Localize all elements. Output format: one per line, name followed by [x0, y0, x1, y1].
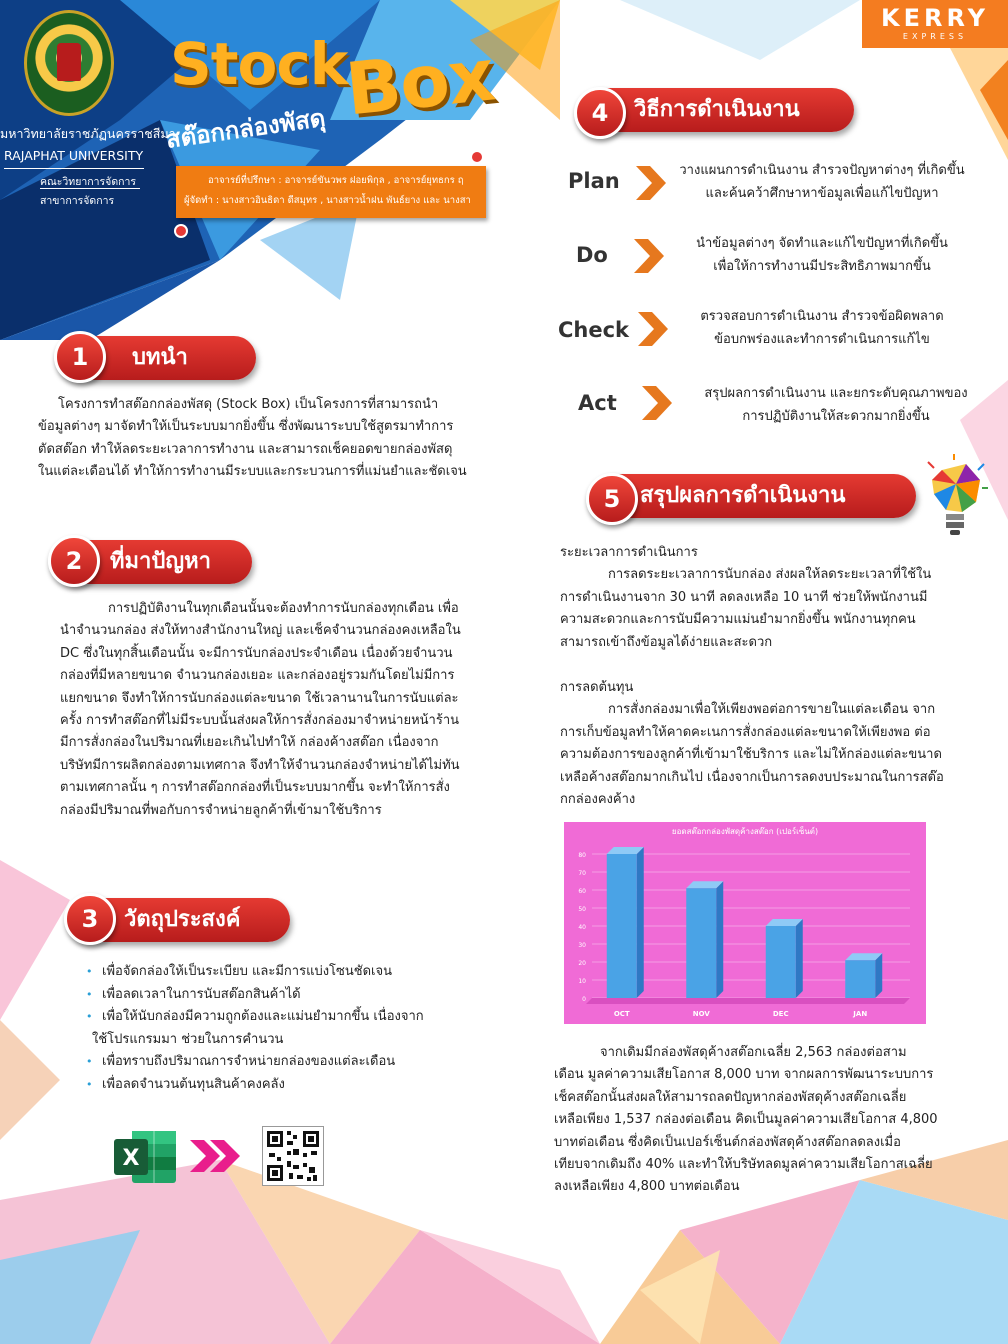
text-line: สรุปผลการดำเนินงาน และยกระดับคุณภาพของ — [704, 386, 968, 401]
text-line: มีการสั่งกล่องในปริมาณที่เยอะเกินไปทำให้ กล่องค้างสต๊อก เนื่องจาก — [60, 735, 439, 751]
chart-svg — [564, 822, 926, 1024]
text-line: บริษัทมีการผลิตกล่องตามเทศกาล จึงทำให้จำนวนกล่องจำหน่ายได้ไม่ทัน — [60, 757, 460, 773]
bar — [607, 854, 637, 998]
program-name: สาขาการจัดการ — [40, 195, 115, 207]
kerry-logo-sub: EXPRESS — [902, 32, 968, 41]
y-tick-label: 20 — [578, 960, 586, 967]
results-summary-block — [554, 1042, 944, 1199]
list-item: • เพื่อลดเวลาในการนับสต๊อกสินค้าได้ — [86, 984, 446, 1007]
section-number: 3 — [64, 893, 116, 945]
pdca-desc-check — [672, 305, 972, 351]
pdca-desc-plan — [672, 159, 972, 205]
university-name-english: RAJAPHAT UNIVERSITY — [4, 148, 144, 163]
text-line: การสั่งกล่องมาเพื่อให้เพียงพอต่อการขายในแต่ละเดือน จาก — [608, 702, 936, 718]
x-tick-label: OCT — [613, 1010, 630, 1018]
university-logo — [24, 10, 114, 116]
text-line: แยกขนาด จึงทำให้การนับกล่องแต่ละขนาด ใช้เวลานานในการนับแต่ละ — [60, 690, 459, 706]
section-number: 1 — [54, 331, 106, 383]
pdca-label-plan: Plan — [568, 169, 620, 193]
bar — [845, 960, 875, 998]
section-title: ที่มาปัญหา — [110, 549, 211, 574]
results-cost-block — [560, 677, 950, 811]
text-line: เหลือเพียง 1,537 กล่องต่อเดือน คิดเป็นมูลค่าความเสียโอกาส 4,800 — [554, 1112, 938, 1128]
objectives-list — [86, 961, 446, 1096]
text-line: ในแต่ละเดือนได้ ทำให้การทำงานมีระบบและกระบวนการที่แม่นยำและชัดเจน — [38, 464, 467, 480]
subtitle: สต๊อกกล่องพัสดุ — [164, 103, 328, 154]
y-tick-label: 0 — [582, 996, 586, 1003]
text-line: กกล่องคงค้าง — [560, 792, 636, 808]
text-line: โครงการทำสต๊อกกล่องพัสดุ (Stock Box) เป็นโครงการที่สามารถนำ — [58, 397, 439, 412]
text-line: เหลือค้างสต๊อกมากเกินไป เนื่องจากเป็นการลดงบประมาณในการสต๊อ — [560, 769, 944, 785]
pdca-label-act: Act — [578, 391, 617, 415]
lightbulb-icon — [922, 454, 992, 538]
y-tick-label: 70 — [578, 870, 586, 877]
y-tick-label: 60 — [578, 888, 586, 895]
y-tick-label: 30 — [578, 942, 586, 949]
text-line: ข้อมูลต่างๆ มาจัดทำให้เป็นระบบมากยิ่งขึ้น ซึ่งพัฒนาระบบใช้สูตรมาทำการ — [38, 419, 454, 435]
university-name-thai: มหาวิทยาลัยราชภัฏนครราชสีมา — [0, 126, 176, 141]
bar-side — [875, 953, 882, 998]
text-line: ลงเหลือเพียง 4,800 บาทต่อเดือน — [554, 1179, 740, 1195]
section-number: 4 — [574, 87, 626, 139]
text-line: ตัดสต๊อก ทำให้ลดระยะเวลาการทำงาน และสามารถเช็คยอดขายกล่องพัสดุ — [38, 441, 453, 457]
divider — [40, 188, 140, 189]
chevron-right-icon — [632, 237, 666, 275]
list-item: • เพื่อทราบถึงปริมาณการจำหน่ายกล่องของแต่ละเดือน — [86, 1051, 446, 1074]
results-time-block — [560, 542, 950, 654]
text-line: สามารถเข้าถึงข้อมูลได้ง่ายและสะดวก — [560, 634, 773, 650]
results-time-heading: ระยะเวลาการดำเนินการ — [560, 545, 698, 560]
pdca-label-do: Do — [576, 243, 608, 267]
list-item-continuation: ใช้โปรแกรมมา ช่วยในการคำนวน — [92, 1031, 284, 1047]
section-number: 5 — [586, 473, 638, 525]
text-line: เช็คสต๊อกนั้นส่งผลให้สามารถลดปัญหากล่องพัสดุค้างสต๊อกเฉลี่ย — [554, 1089, 907, 1105]
text-line: และค้นคว้าศึกษาหาข้อมูลเพื่อแก้ไขปัญหา — [705, 186, 939, 201]
svg-text:X: X — [122, 1146, 140, 1171]
y-tick-label: 40 — [578, 924, 586, 931]
faculty-name: คณะวิทยาการจัดการ — [40, 176, 137, 188]
excel-icon — [112, 1127, 178, 1187]
text-line: เทียบจากเดิมถึง 40% และทำให้บริษัทลดมูลค่าความเสียโอกาสเฉลี่ย — [554, 1157, 933, 1173]
section-title: วิธีการดำเนินงาน — [634, 97, 800, 122]
kerry-logo-name: KERRY — [880, 4, 990, 32]
title-stock: Stock — [170, 30, 348, 98]
y-tick-label: 50 — [578, 906, 586, 913]
bar — [766, 926, 796, 998]
x-tick-label: DEC — [772, 1010, 789, 1018]
bar-side — [637, 847, 644, 998]
pushpin-icon — [472, 152, 482, 162]
text-line: การเก็บข้อมูลทำให้คาดคะเนการสั่งกล่องแต่ละขนาดให้เพียงพอ ต่อ — [560, 724, 931, 740]
text-line: การปฏิบัติงานให้สะดวกมากยิ่งขึ้น — [742, 409, 930, 424]
chart-title: ยอดสต๊อกกล่องพัสดุค้างสต๊อก (เปอร์เซ็นต์) — [671, 827, 819, 836]
section-header-results — [590, 474, 916, 518]
advisors-text: อาจารย์ที่ปรึกษา : อาจารย์ขันวพร ฝอยพิกุล , อาจารย์ยุทธกร ฤ — [208, 175, 464, 186]
authors-text: ผู้จัดทำ : นางสาวอินธิดา ดีสมุทร , นางสาวน้ำฝน พันธ์ยาง และ นางสา — [184, 195, 471, 206]
list-item: • เพื่อให้นับกล่องมีความถูกต้องและแม่นยำมากขึ้น เนื่องจาก — [86, 1006, 446, 1029]
list-item: • เพื่อลดจำนวนต้นทุนสินค้าคงคลัง — [86, 1074, 446, 1097]
text-line: ความต้องการของลูกค้าที่เข้ามาใช้บริการ และไม่ให้กล่องแต่ละขนาด — [560, 747, 942, 763]
kerry-express-logo — [862, 0, 1008, 48]
section-title: วัตถุประสงค์ — [124, 907, 241, 932]
results-cost-heading: การลดต้นทุน — [560, 680, 634, 695]
stock-chart — [564, 822, 926, 1024]
text-line: เดือน มูลค่าความเสียโอกาส 8,000 บาท จากผลการพัฒนาระบบการ — [554, 1067, 934, 1083]
chevron-right-icon — [634, 164, 668, 202]
qr-code-icon[interactable] — [262, 1126, 324, 1186]
text-line: กล่องมีปริมาณที่พอกับการจำหน่ายลูกค้าที่เข้ามาใช้บริการ — [60, 802, 382, 818]
text-line: ข้อบกพร่องและทำการดำเนินการแก้ไข — [714, 332, 930, 347]
y-tick-label: 10 — [578, 978, 586, 985]
y-tick-label: 80 — [578, 852, 586, 859]
text-line: ตามเทศกาลนั้น ๆ การทำสต๊อกกล่องที่เป็นระบบมากขึ้น จะทำให้การสั่ง — [60, 780, 450, 796]
text-line: การดำเนินงานจาก 30 นาที ลดลงเหลือ 10 นาที ช่วยให้พนักงานมี — [560, 589, 928, 605]
pdca-label-check: Check — [558, 318, 630, 342]
text-line: DC ซึ่งในทุกสิ้นเดือนนั้น จะมีการนับกล่องประจำเดือน เนื่องด้วยจำนวน — [60, 645, 453, 661]
pushpin-icon — [176, 226, 186, 236]
bar-side — [716, 881, 723, 998]
text-line: บาทต่อเดือน ซึ่งคิดเป็นเปอร์เซ็นต์กล่องพัสดุค้างสต๊อกลดลงเมื่อ — [554, 1134, 901, 1150]
section-title: บทนำ — [132, 345, 188, 370]
pdca-desc-act — [686, 382, 986, 428]
chevron-right-icon — [636, 310, 670, 348]
pdca-desc-do — [672, 232, 972, 278]
text-line: จากเดิมมีกล่องพัสดุค้างสต๊อกเฉลี่ย 2,563 กล่องต่อสาม — [600, 1045, 907, 1060]
section-title: สรุปผลการดำเนินงาน — [640, 483, 846, 508]
text-line: เพื่อให้การทำงานมีประสิทธิภาพมากขึ้น — [713, 259, 931, 274]
problem-paragraph — [60, 598, 470, 822]
text-line: ความสะดวกและการนับมีความแม่นยำมากยิ่งขึ้น พนักงานทุกคน — [560, 612, 916, 628]
double-chevron-right-icon — [188, 1138, 244, 1174]
bar — [686, 888, 716, 998]
text-line: การปฏิบัติงานในทุกเดือนนั้นจะต้องทำการนับกล่องทุกเดือน เพื่อ — [108, 601, 459, 616]
text-line: การลดระยะเวลาการนับกล่อง ส่งผลให้ลดระยะเวลาที่ใช้ใน — [608, 567, 932, 583]
chevron-right-icon — [640, 384, 674, 422]
text-line: นำจำนวนกล่อง ส่งให้ทางสำนักงานใหญ่ และเช็คจำนวนกล่องคงเหลือใน — [60, 623, 461, 639]
intro-paragraph — [38, 394, 467, 484]
chart-floor — [586, 998, 910, 1004]
bar-side — [796, 919, 803, 998]
title-box: Box — [342, 32, 498, 132]
x-tick-label: NOV — [692, 1010, 710, 1018]
text-line: ครั้ง การทำสต๊อกที่ไม่มีระบบนั้นส่งผลให้การสั่งกล่องมาจำหน่ายหน้าร้าน — [60, 713, 460, 729]
text-line: วางแผนการดำเนินงาน สำรวจปัญหาต่างๆ ที่เกิดขึ้น — [679, 163, 965, 178]
divider — [4, 168, 144, 169]
text-line: นำข้อมูลต่างๆ จัดทำและแก้ไขปัญหาที่เกิดขึ้น — [696, 236, 948, 251]
section-number: 2 — [48, 535, 100, 587]
text-line: ตรวจสอบการดำเนินงาน สำรวจข้อผิดพลาด — [700, 309, 944, 324]
x-tick-label: JAN — [853, 1010, 868, 1018]
advisor-banner — [176, 166, 486, 218]
list-item: • เพื่อจัดกล่องให้เป็นระเบียบ และมีการแบ่งโซนชัดเจน — [86, 961, 446, 984]
text-line: กล่องที่มีหลายขนาด จำนวนกล่องเยอะ และกล่องอยู่รวมกันโดยไม่มีการ — [60, 668, 455, 684]
